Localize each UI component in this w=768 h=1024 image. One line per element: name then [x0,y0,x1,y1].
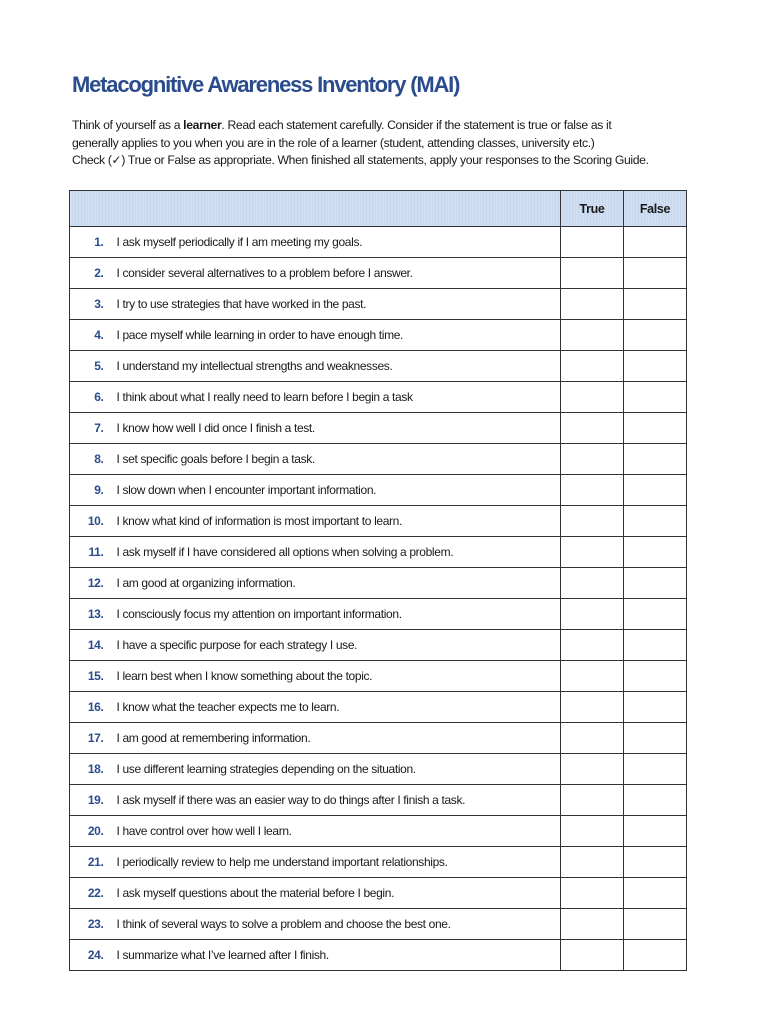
row-number: 15. [87,669,104,683]
true-checkbox-cell[interactable] [561,258,624,289]
instructions-line-1-end: . Read each statement carefully. Consider if the statement is true or false as it [221,118,612,132]
table-row [70,723,687,754]
true-checkbox-cell[interactable] [561,351,624,382]
row-number: 1. [94,235,104,249]
statement-cell [117,878,561,909]
statement-cell [117,661,561,692]
row-number-cell [70,940,117,971]
row-number-cell [70,258,117,289]
false-checkbox-cell[interactable] [624,661,687,692]
row-number-cell [70,475,117,506]
row-number: 8. [94,452,104,466]
row-number: 23. [87,917,104,931]
statement-cell [117,258,561,289]
statement-cell [117,537,561,568]
true-checkbox-cell[interactable] [561,289,624,320]
row-number: 24. [87,948,104,962]
statement-cell [117,506,561,537]
statement-cell [117,351,561,382]
false-checkbox-cell[interactable] [624,816,687,847]
statement-text: I know how well I did once I finish a test. [116,421,315,435]
row-number-cell [70,413,117,444]
row-number: 22. [87,886,104,900]
table-row [70,909,687,940]
row-number: 12. [87,576,104,590]
statement-text: I set specific goals before I begin a task. [116,452,315,466]
statement-cell [117,847,561,878]
table-row [70,878,687,909]
instructions-line-3: Check (✓) True or False as appropriate. When finished all statements, apply your responses to the Scoring Guide. [72,153,649,168]
row-number-cell [70,444,117,475]
true-checkbox-cell[interactable] [561,940,624,971]
statement-text: I think of several ways to solve a problem and choose the best one. [116,917,451,931]
statement-text: I understand my intellectual strengths and weaknesses. [116,359,393,373]
statement-cell [117,909,561,940]
row-number: 19. [87,793,104,807]
true-checkbox-cell[interactable] [561,754,624,785]
false-checkbox-cell[interactable] [624,351,687,382]
true-checkbox-cell[interactable] [561,320,624,351]
table-row [70,351,687,382]
row-number: 18. [87,762,104,776]
table-row [70,692,687,723]
table-row [70,599,687,630]
row-number-cell [70,382,117,413]
statement-cell [117,475,561,506]
statement-text: I am good at remembering information. [116,731,311,745]
statement-text: I have control over how well I learn. [116,824,292,838]
statement-text: I use different learning strategies depending on the situation. [116,762,416,776]
false-checkbox-cell[interactable] [624,320,687,351]
true-checkbox-cell[interactable] [561,847,624,878]
false-checkbox-cell[interactable] [624,227,687,258]
statement-text: I try to use strategies that have worked in the past. [116,297,367,311]
false-checkbox-cell[interactable] [624,413,687,444]
true-checkbox-cell[interactable] [561,382,624,413]
statement-cell [117,289,561,320]
statement-text: I am good at organizing information. [116,576,296,590]
row-number: 20. [87,824,104,838]
false-checkbox-cell[interactable] [624,785,687,816]
table-row [70,320,687,351]
statement-text: I ask myself if there was an easier way to do things after I finish a task. [116,793,466,807]
table-row [70,940,687,971]
false-checkbox-cell[interactable] [624,289,687,320]
row-number-cell [70,630,117,661]
statement-cell [117,599,561,630]
false-checkbox-cell[interactable] [624,630,687,661]
statement-cell [117,723,561,754]
false-checkbox-cell[interactable] [624,940,687,971]
false-checkbox-cell[interactable] [624,878,687,909]
table-row [70,847,687,878]
instructions-line-2: generally applies to you when you are in the role of a learner (student, attending classes, university etc.) [72,135,595,150]
false-checkbox-cell[interactable] [624,909,687,940]
table-row [70,816,687,847]
statement-cell [117,785,561,816]
table-row [70,537,687,568]
table-row [70,382,687,413]
table-row [70,785,687,816]
false-checkbox-cell[interactable] [624,568,687,599]
row-number: 2. [94,266,104,280]
row-number-cell [70,723,117,754]
true-checkbox-cell[interactable] [561,506,624,537]
table-row [70,289,687,320]
table-row [70,754,687,785]
statement-text: I know what the teacher expects me to learn. [116,700,340,714]
false-checkbox-cell[interactable] [624,506,687,537]
statement-text: I ask myself if I have considered all options when solving a problem. [116,545,454,559]
true-checkbox-cell[interactable] [561,537,624,568]
statement-text: I consider several alternatives to a problem before I answer. [116,266,413,280]
statement-cell [117,754,561,785]
row-number-cell [70,847,117,878]
table-row [70,630,687,661]
table-row [70,568,687,599]
row-number-cell [70,661,117,692]
false-checkbox-cell[interactable] [624,847,687,878]
statement-text: I learn best when I know something about the topic. [116,669,373,683]
true-checkbox-cell[interactable] [561,227,624,258]
false-checkbox-cell[interactable] [624,444,687,475]
statement-text: I ask myself questions about the material before I begin. [116,886,395,900]
statement-cell [117,413,561,444]
statement-cell [117,568,561,599]
inventory-table [69,190,687,971]
statement-text: I consciously focus my attention on important information. [116,607,402,621]
true-checkbox-cell[interactable] [561,816,624,847]
row-number-cell [70,754,117,785]
row-number: 11. [88,545,104,559]
table-row [70,227,687,258]
statement-text: I ask myself periodically if I am meeting my goals. [116,235,363,249]
table-row [70,506,687,537]
instructions-line-1-start: Think of yourself as a [72,118,184,132]
false-checkbox-cell[interactable] [624,537,687,568]
row-number: 14. [87,638,104,652]
true-checkbox-cell[interactable] [561,785,624,816]
row-number: 10. [87,514,104,528]
row-number: 5. [94,359,104,373]
false-checkbox-cell[interactable] [624,692,687,723]
true-checkbox-cell[interactable] [561,723,624,754]
row-number-cell [70,227,117,258]
statement-text: I periodically review to help me understand important relationships. [116,855,448,869]
table-row [70,258,687,289]
true-checkbox-cell[interactable] [561,568,624,599]
false-checkbox-cell[interactable] [624,754,687,785]
statement-text: I think about what I really need to learn before I begin a task [116,390,413,404]
false-checkbox-cell[interactable] [624,723,687,754]
row-number-cell [70,878,117,909]
statement-text: I pace myself while learning in order to have enough time. [116,328,404,342]
row-number: 21. [87,855,104,869]
row-number: 17. [87,731,104,745]
statement-cell [117,692,561,723]
true-checkbox-cell[interactable] [561,909,624,940]
row-number: 6. [94,390,104,404]
row-number: 3. [94,297,104,311]
row-number: 4. [94,328,104,342]
false-checkbox-cell[interactable] [624,599,687,630]
row-number-cell [70,320,117,351]
true-checkbox-cell[interactable] [561,475,624,506]
row-number-cell [70,289,117,320]
table-header-row [70,191,687,227]
instructions-learner-emphasis: learner [183,118,222,132]
true-checkbox-cell[interactable] [561,413,624,444]
row-number-cell [70,909,117,940]
true-checkbox-cell[interactable] [561,444,624,475]
true-checkbox-cell[interactable] [561,692,624,723]
false-checkbox-cell[interactable] [624,258,687,289]
false-checkbox-cell[interactable] [624,382,687,413]
true-checkbox-cell[interactable] [561,878,624,909]
row-number-cell [70,816,117,847]
statement-cell [117,444,561,475]
true-checkbox-cell[interactable] [561,661,624,692]
statement-text: I slow down when I encounter important information. [116,483,377,497]
table-row [70,475,687,506]
page-title: Metacognitive Awareness Inventory (MAI) [72,72,460,97]
row-number: 16. [87,700,104,714]
row-number-cell [70,537,117,568]
header-false: False [624,191,687,227]
row-number-cell [70,351,117,382]
true-checkbox-cell[interactable] [561,599,624,630]
row-number: 7. [94,421,104,435]
statement-text: I have a specific purpose for each strategy I use. [116,638,358,652]
true-checkbox-cell[interactable] [561,630,624,661]
row-number-cell [70,599,117,630]
statement-cell [117,940,561,971]
row-number: 9. [94,483,104,497]
instructions [72,117,712,170]
table-row [70,444,687,475]
statement-text: I know what kind of information is most important to learn. [116,514,402,528]
statement-cell [117,816,561,847]
false-checkbox-cell[interactable] [624,475,687,506]
row-number-cell [70,785,117,816]
statement-cell [117,630,561,661]
table-row [70,661,687,692]
statement-cell [117,382,561,413]
header-blank-cell [70,191,561,227]
statement-text: I summarize what I’ve learned after I finish. [116,948,329,962]
instructions-line-1 [72,117,712,135]
header-true: True [561,191,624,227]
row-number-cell [70,568,117,599]
row-number: 13. [87,607,104,621]
statement-cell [117,320,561,351]
row-number-cell [70,692,117,723]
row-number-cell [70,506,117,537]
table-row [70,413,687,444]
statement-cell [117,227,561,258]
